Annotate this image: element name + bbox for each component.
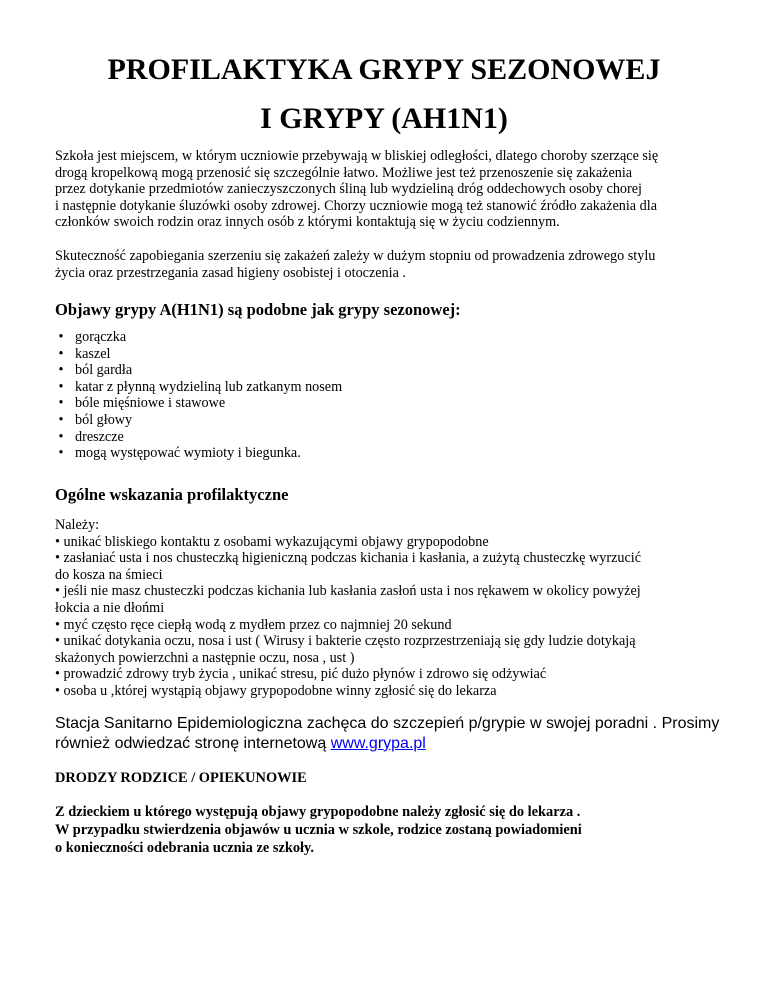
list-item [55, 412, 342, 429]
symptom-text: gorączka [75, 329, 127, 345]
guideline-line: • unikać dotykania oczu, nosa i ust ( Wirusy i bakterie często rozprzestrzeniają się gdy ludzie dotykają [55, 633, 636, 650]
prevention-intro-paragraph [55, 248, 725, 281]
parents-heading: DRODZY RODZICE / OPIEKUNOWIE [55, 770, 307, 786]
symptom-text: bóle mięśniowe i stawowe [75, 395, 226, 412]
symptom-text: mogą występować wymioty i biegunka. [75, 445, 301, 462]
guideline-line: do kosza na śmieci [55, 566, 163, 583]
station-paragraph [55, 714, 735, 754]
intro-line: i następnie dotykanie śluzówki osoby zdrowej. Chorzy uczniowie mogą też stanowić źródło zakażenia dla [55, 197, 657, 214]
page-title-line-1: PROFILAKTYKA GRYPY SEZONOWEJ [107, 53, 661, 86]
symptom-text: katar z płynną wydzieliną lub zatkanym nosem [75, 378, 343, 395]
intro-line: Szkoła jest miejscem, w którym uczniowie przebywają w bliskiej odległości, dlatego choroby szerzące się [55, 148, 659, 164]
guideline-line: Należy: [55, 517, 100, 533]
guideline-line: • osoba u ,której wystąpią objawy grypopodobne winny zgłosić się do lekarza [55, 682, 497, 699]
symptoms-list [55, 329, 342, 462]
symptom-text: ból gardła [75, 362, 133, 379]
notice-line: Z dzieckiem u którego występują objawy grypopodobne należy zgłosić się do lekarza . [55, 804, 581, 820]
station-line-prefix: również odwiedzać stronę internetową [55, 735, 331, 752]
symptom-text: dreszcze [75, 428, 124, 445]
guideline-line: łokcia a nie dłońmi [55, 599, 165, 616]
list-item [55, 329, 342, 346]
symptom-text: ból głowy [75, 411, 133, 428]
guideline-line: • prowadzić zdrowy tryb życia , unikać stresu, pić dużo płynów i zdrowo się odżywiać [55, 666, 547, 683]
intro-line: przez dotykanie przedmiotów zanieczyszczonych śliną lub wydzieliną dróg oddechowych osoby chorej [55, 181, 642, 198]
prevention-heading: Ogólne wskazania profilaktyczne [55, 485, 289, 504]
station-line: Stacja Sanitarno Epidemiologiczna zachęca do szczepień p/grypie w swojej poradni . Prosimy [55, 715, 720, 732]
parents-notice [55, 803, 582, 857]
grypa-website-link[interactable]: www.grypa.pl [330, 735, 426, 752]
intro-line: drogą kropelkową mogą przenosić się szczególnie łatwo. Możliwe jest też przenoszenie się zakażenia [55, 164, 633, 181]
guideline-line: • jeśli nie masz chusteczki podczas kichania lub kasłania zasłoń usta i nos rękawem w okolicy powyżej [55, 583, 641, 600]
list-item [55, 395, 342, 412]
prevention-guidelines [55, 517, 725, 700]
bullet-icon: • [58, 378, 64, 395]
guideline-line: • zasłaniać usta i nos chusteczką higieniczną podczas kichania i kasłania, a zużytą chusteczkę wyrzucić [55, 550, 641, 567]
page-title-line-2: I GRYPY (AH1N1) [260, 102, 508, 135]
bullet-icon: • [58, 395, 64, 412]
bullet-icon: • [58, 445, 64, 462]
symptom-text: kaszel [75, 345, 111, 362]
symptoms-heading: Objawy grypy A(H1N1) są podobne jak grypy sezonowej: [55, 300, 461, 319]
notice-line: W przypadku stwierdzenia objawów u ucznia w szkole, rodzice zostaną powiadomieni [55, 822, 582, 838]
guideline-line: • myć często ręce ciepłą wodą z mydłem przez co najmniej 20 sekund [55, 616, 452, 633]
bullet-icon: • [58, 362, 64, 379]
list-item [55, 346, 342, 363]
list-item [55, 379, 342, 396]
list-item [55, 429, 342, 446]
intro2-line: życia oraz przestrzegania zasad higieny osobistej i otoczenia . [55, 264, 406, 281]
list-item [55, 445, 342, 462]
station-line [55, 734, 735, 754]
guideline-line: skażonych powierzchni a następnie oczu, nosa , ust ) [55, 649, 355, 666]
notice-line: o konieczności odebrania ucznia ze szkoły. [55, 840, 315, 856]
intro2-line: Skuteczność zapobiegania szerzeniu się zakażeń zależy w dużym stopniu od prowadzenia zdrowego stylu [55, 248, 656, 264]
guideline-line: • unikać bliskiego kontaktu z osobami wykazującymi objawy grypopodobne [55, 533, 489, 550]
list-item [55, 362, 342, 379]
bullet-icon: • [58, 428, 64, 445]
bullet-icon: • [58, 329, 64, 345]
intro-paragraph [55, 148, 725, 231]
intro-line: członków swoich rodzin oraz innych osób z którymi kontaktują się w życiu codziennym. [55, 214, 560, 231]
bullet-icon: • [58, 345, 64, 362]
bullet-icon: • [58, 411, 64, 428]
